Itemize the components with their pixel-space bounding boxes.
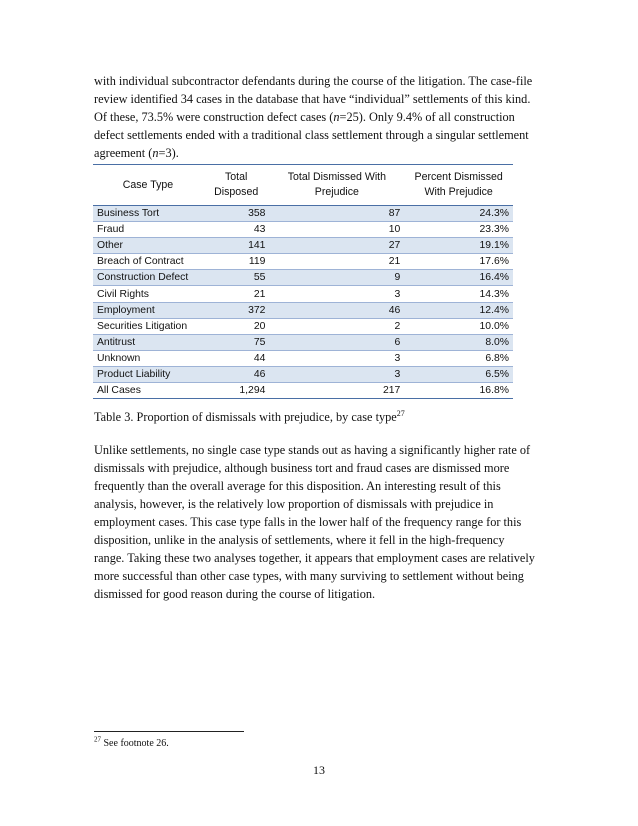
case-type-cell: Antitrust — [93, 334, 203, 350]
intro-line: review identified 34 cases in the database that have “individual” settlements of this kind. — [94, 92, 531, 106]
total-dismissed-cell: 46 — [269, 302, 404, 318]
case-type-cell: Employment — [93, 302, 203, 318]
page-number: 13 — [313, 763, 325, 777]
percent-cell: 6.8% — [404, 350, 513, 366]
table-row — [93, 222, 513, 238]
footnote-divider — [94, 731, 244, 732]
total-disposed-cell: 21 — [203, 286, 270, 302]
analysis-paragraph — [94, 441, 544, 603]
total-dismissed-cell: 10 — [269, 222, 404, 238]
total-disposed-cell: 20 — [203, 318, 270, 334]
italic-n: n — [152, 146, 159, 160]
table-total-row — [93, 383, 513, 399]
footnote-number: 27 — [94, 735, 101, 744]
total-disposed-cell: 46 — [203, 366, 270, 382]
total-dismissed-cell: 3 — [269, 366, 404, 382]
table-row — [93, 350, 513, 366]
intro-line: with individual subcontractor defendants during the course of the litigation. The case-file — [94, 74, 533, 88]
case-type-cell: Other — [93, 238, 203, 254]
total-disposed-cell: 119 — [203, 254, 270, 270]
percent-cell: 16.8% — [404, 383, 513, 399]
total-disposed-cell: 43 — [203, 222, 270, 238]
case-type-cell: Civil Rights — [93, 286, 203, 302]
intro-line: Of these, 73.5% were construction defect cases ( — [94, 110, 334, 124]
table-row — [93, 366, 513, 382]
table-row — [93, 254, 513, 270]
case-type-cell: Unknown — [93, 350, 203, 366]
caption-text: Table 3. Proportion of dismissals with prejudice, by case type — [94, 410, 397, 424]
percent-cell: 24.3% — [404, 206, 513, 222]
total-dismissed-cell: 9 — [269, 270, 404, 286]
case-type-cell: All Cases — [93, 383, 203, 399]
analysis-line: more successful than other case types, with many surviving to settlement without being — [94, 569, 524, 583]
dismissals-table — [93, 164, 513, 399]
total-dismissed-cell: 6 — [269, 334, 404, 350]
percent-cell: 12.4% — [404, 302, 513, 318]
dismissals-table-container — [93, 164, 513, 399]
header-total-disposed: Total Disposed — [203, 165, 270, 206]
analysis-line: dismissals with prejudice, although business tort and fraud cases are dismissed more — [94, 461, 510, 475]
total-disposed-cell: 358 — [203, 206, 270, 222]
analysis-line: analysis, however, is the relatively low proportion of dismissals with prejudice in — [94, 497, 494, 511]
intro-line: agreement ( — [94, 146, 153, 160]
percent-cell: 8.0% — [404, 334, 513, 350]
analysis-line: Unlike settlements, no single case type stands out as having a significantly higher rate of — [94, 443, 531, 457]
table-header-row — [93, 165, 513, 206]
intro-line: =3). — [158, 146, 179, 160]
header-total-dismissed: Total Dismissed With Prejudice — [269, 165, 404, 206]
footnote-reference[interactable]: 27 — [396, 408, 405, 418]
total-disposed-cell: 75 — [203, 334, 270, 350]
intro-line: =25). Only 9.4% of all construction — [339, 110, 515, 124]
total-dismissed-cell: 3 — [269, 286, 404, 302]
italic-n: n — [333, 110, 340, 124]
table-row — [93, 286, 513, 302]
case-type-cell: Construction Defect — [93, 270, 203, 286]
total-dismissed-cell: 2 — [269, 318, 404, 334]
case-type-cell: Breach of Contract — [93, 254, 203, 270]
header-case-type: Case Type — [93, 165, 203, 206]
table-row — [93, 270, 513, 286]
analysis-line: disposition, unlike in the analysis of settlements, where it fell in the high-frequency — [94, 533, 505, 547]
case-type-cell: Business Tort — [93, 206, 203, 222]
total-disposed-cell: 44 — [203, 350, 270, 366]
case-type-cell: Securities Litigation — [93, 318, 203, 334]
intro-paragraph — [94, 72, 544, 162]
total-disposed-cell: 372 — [203, 302, 270, 318]
total-dismissed-cell: 21 — [269, 254, 404, 270]
total-disposed-cell: 141 — [203, 238, 270, 254]
intro-line: defect settlements ended with a traditional class settlement through a singular settlement — [94, 128, 529, 142]
total-dismissed-cell: 217 — [269, 383, 404, 399]
table-row — [93, 318, 513, 334]
case-type-cell: Fraud — [93, 222, 203, 238]
table-row — [93, 238, 513, 254]
percent-cell: 19.1% — [404, 238, 513, 254]
total-disposed-cell: 1,294 — [203, 383, 270, 399]
analysis-line: dismissed for good reason during the course of litigation. — [94, 587, 376, 601]
percent-cell: 6.5% — [404, 366, 513, 382]
total-dismissed-cell: 3 — [269, 350, 404, 366]
footnote — [94, 737, 169, 751]
header-percent-dismissed: Percent Dismissed With Prejudice — [404, 165, 513, 206]
table-caption — [94, 408, 405, 426]
total-dismissed-cell: 27 — [269, 238, 404, 254]
table-row — [93, 302, 513, 318]
case-type-cell: Product Liability — [93, 366, 203, 382]
percent-cell: 23.3% — [404, 222, 513, 238]
table-row — [93, 334, 513, 350]
footnote-text: See footnote 26. — [101, 738, 169, 749]
analysis-line: employment cases. This case type falls in the lower half of the frequency range for this — [94, 515, 522, 529]
table-row — [93, 206, 513, 222]
percent-cell: 17.6% — [404, 254, 513, 270]
percent-cell: 14.3% — [404, 286, 513, 302]
percent-cell: 16.4% — [404, 270, 513, 286]
total-dismissed-cell: 87 — [269, 206, 404, 222]
percent-cell: 10.0% — [404, 318, 513, 334]
analysis-line: range. Taking these two analyses together, it appears that employment cases are relatively — [94, 551, 535, 565]
analysis-line: frequently than the overall average for this disposition. An interesting result of this — [94, 479, 501, 493]
total-disposed-cell: 55 — [203, 270, 270, 286]
